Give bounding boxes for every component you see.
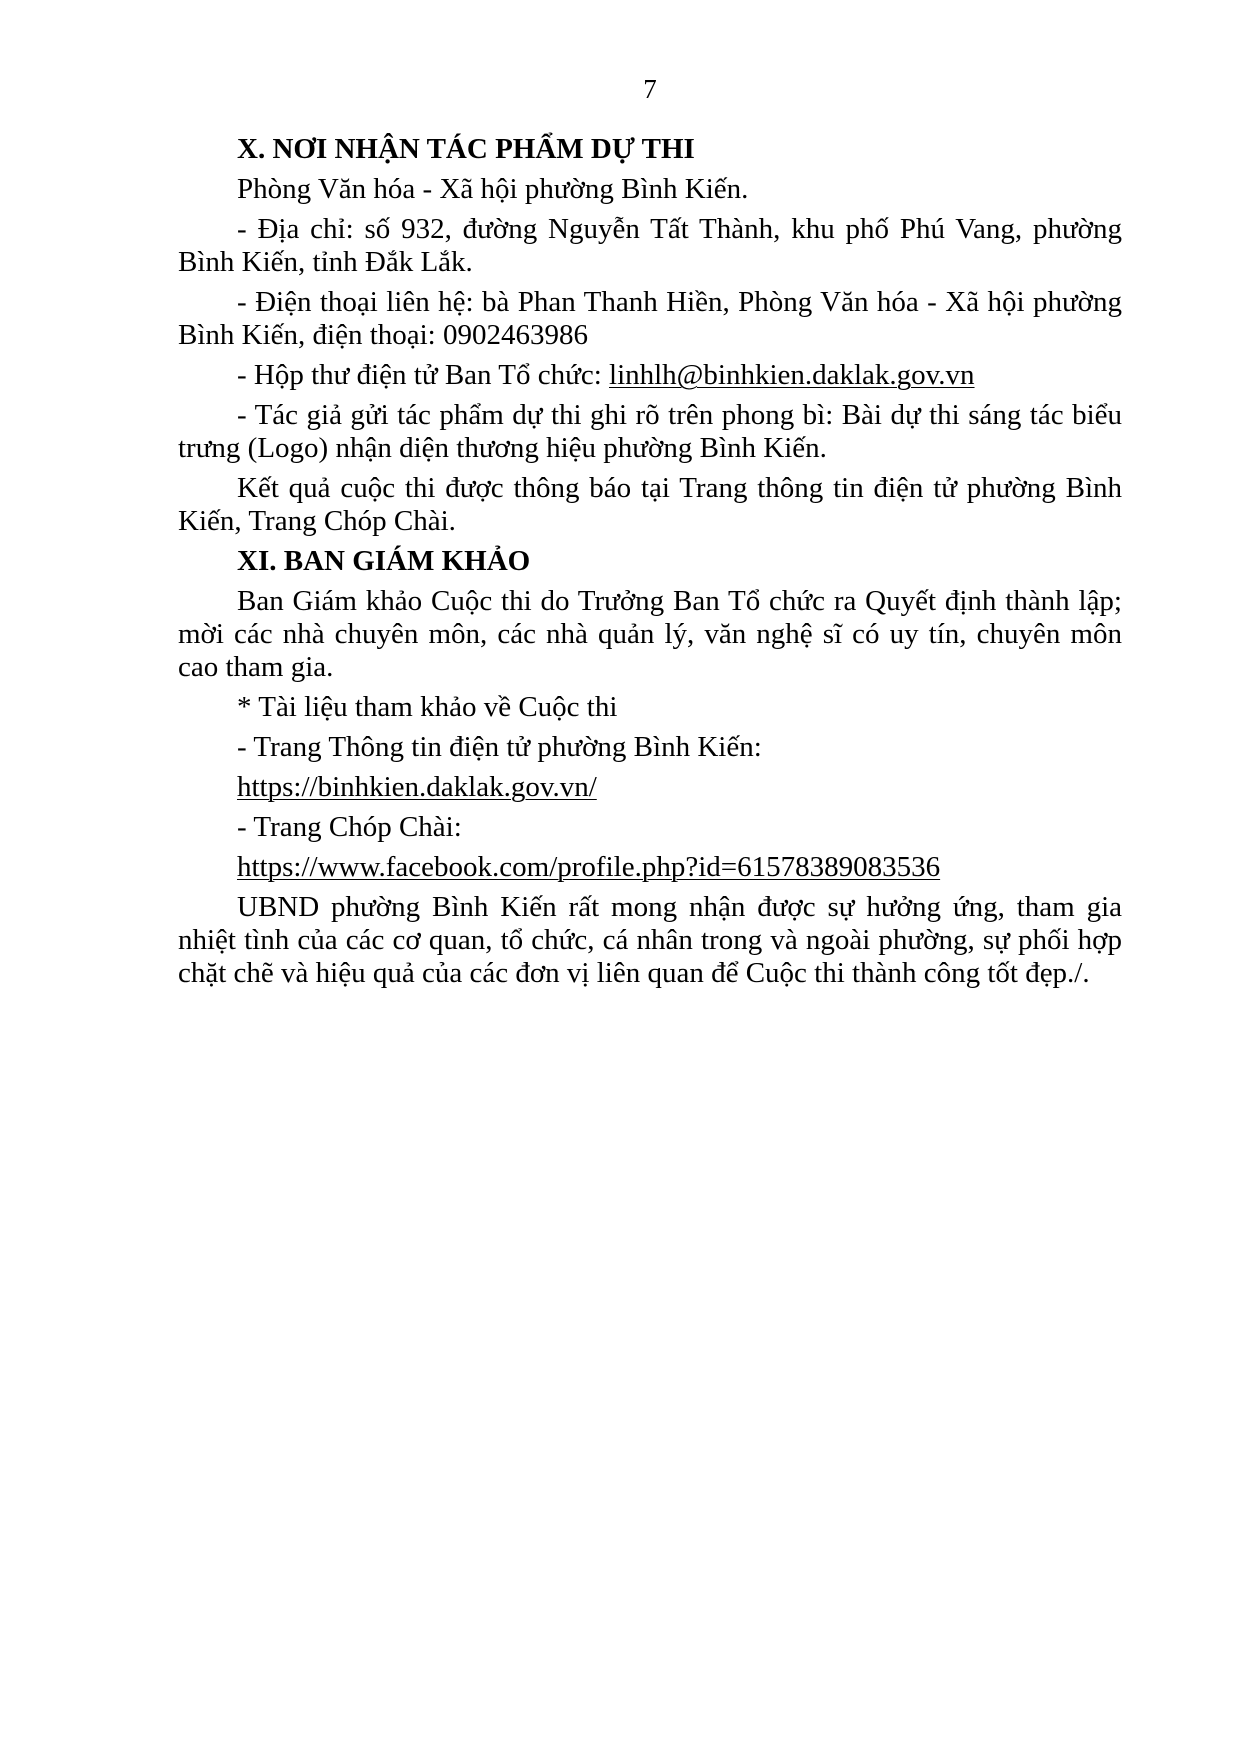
section-x-heading: X. NƠI NHẬN TÁC PHẨM DỰ THI	[237, 133, 695, 165]
references-title: * Tài liệu tham khảo về Cuộc thi	[237, 691, 618, 723]
email-label: - Hộp thư điện tử Ban Tổ chức:	[237, 359, 610, 391]
section-xi-heading: XI. BAN GIÁM KHẢO	[237, 545, 531, 577]
jury-paragraph: Ban Giám khảo Cuộc thi do Trưởng Ban Tổ chức ra Quyết định thành lập; mời các nhà chuyên môn, các nhà quản lý, văn nghệ sĩ có uy tín, chuyên môn cao tham gia.	[178, 585, 1122, 683]
receiving-office: Phòng Văn hóa - Xã hội phường Bình Kiến.	[237, 173, 749, 205]
reference-1-link[interactable]: https://binhkien.daklak.gov.vn/	[237, 771, 597, 803]
email-link[interactable]: linhlh@binhkien.daklak.gov.vn	[609, 359, 975, 391]
reference-2-url-line	[178, 851, 1122, 884]
reference-2-link[interactable]: https://www.facebook.com/profile.php?id=61578389083536	[237, 851, 941, 883]
envelope-note: - Tác giả gửi tác phẩm dự thi ghi rõ trên phong bì: Bài dự thi sáng tác biểu trưng (Logo) nhận diện thương hiệu phường Bình Kiến.	[178, 399, 1122, 464]
reference-1-url-line	[178, 771, 1122, 804]
contact-phone-paragraph: - Điện thoại liên hệ: bà Phan Thanh Hiền, Phòng Văn hóa - Xã hội phường Bình Kiến, điện thoại: 0902463986	[178, 286, 1122, 351]
results-note: Kết quả cuộc thi được thông báo tại Trang thông tin điện tử phường Bình Kiến, Trang Chóp Chài.	[178, 472, 1122, 537]
address-paragraph: - Địa chỉ: số 932, đường Nguyễn Tất Thành, khu phố Phú Vang, phường Bình Kiến, tỉnh Đắk Lắk.	[178, 213, 1122, 278]
page-number: 7	[643, 74, 657, 104]
reference-2-label: - Trang Chóp Chài:	[237, 811, 462, 843]
document-body	[178, 133, 1122, 997]
closing-paragraph: UBND phường Bình Kiến rất mong nhận được sự hưởng ứng, tham gia nhiệt tình của các cơ quan, tổ chức, cá nhân trong và ngoài phường, sự phối hợp chặt chẽ và hiệu quả của các đơn vị liên quan để Cuộc thi thành công tốt đẹp./.	[178, 891, 1122, 989]
reference-1-label: - Trang Thông tin điện tử phường Bình Kiến:	[237, 731, 762, 763]
email-paragraph	[178, 359, 1122, 392]
